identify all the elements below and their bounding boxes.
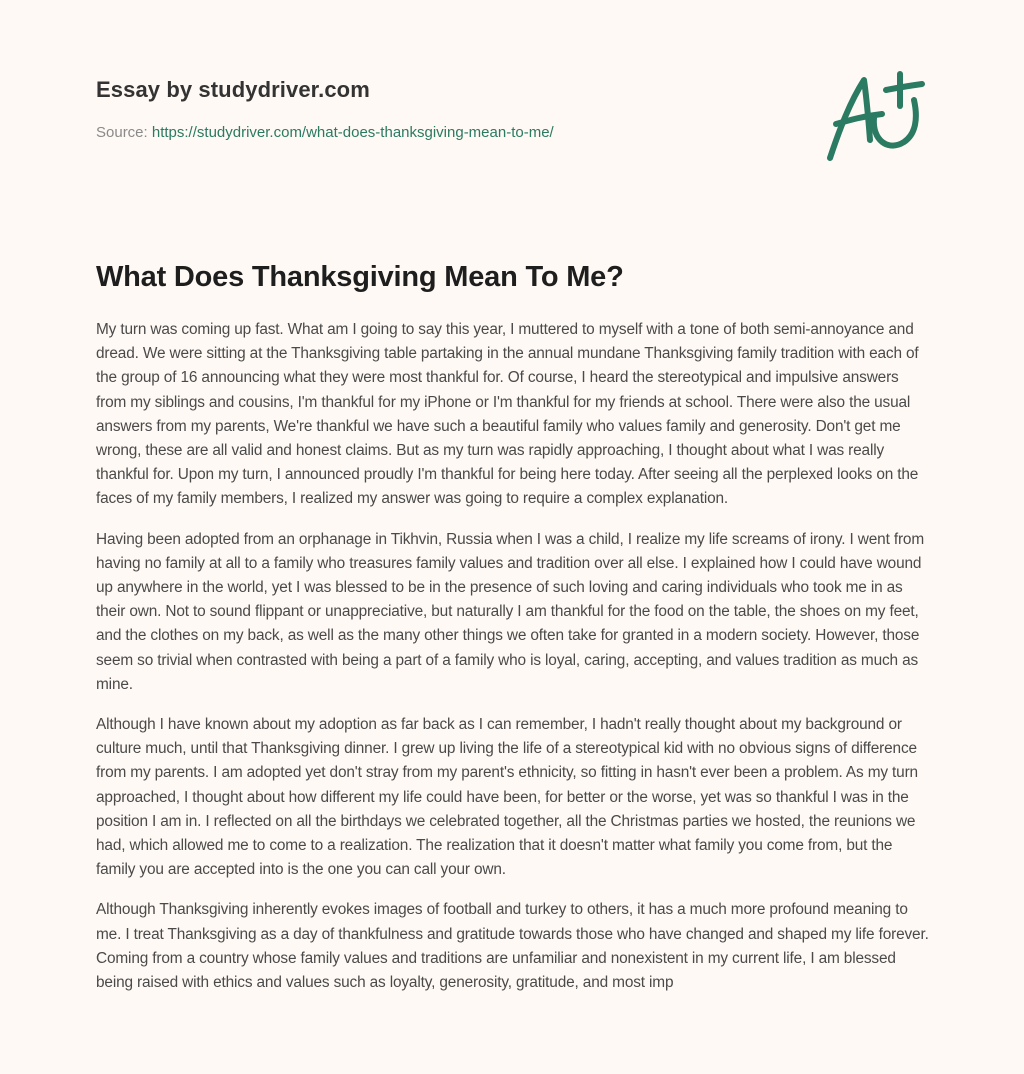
- essay-paragraph: Although I have known about my adoption as far back as I can remember, I hadn't really thought about my background or culture much, until that Thanksgiving dinner. I grew up living the life of a stereotypical kid with no obvious signs of difference from my parents. I am adopted yet don't stray from my parent's ethnicity, so fitting in hasn't ever been a problem. As my turn approached, I thought about how different my life could have been, for better or the worse, yet was so thankful I was in the position I am in. I reflected on all the birthdays we celebrated together, all the Christmas parties we hosted, the reunions we had, which allowed me to come to a realization. The realization that it doesn't matter what family you come from, but the family you are accepted into is the one you can call your own.: [96, 716, 918, 879]
- source-line: [96, 123, 796, 143]
- site-title: Essay by studydriver.com: [96, 77, 370, 102]
- source-label: Source:: [96, 124, 148, 141]
- essay-paragraph: My turn was coming up fast. What am I going to say this year, I muttered to myself with a tone of both semi-annoyance and dread. We were sitting at the Thanksgiving table partaking in the annual mundane Thanksgiving family tradition with each of the group of 16 announcing what they were most thankful for. Of course, I heard the stereotypical and impulsive answers from my siblings and cousins, I'm thankful for my iPhone or I'm thankful for my friends at school. There were also the usual answers from my parents, We're thankful we have such a beautiful family who values family and generosity. Don't get me wrong, these are all valid and honest claims. But as my turn was rapidly approaching, I thought about what I was really thankful for. Upon my turn, I announced proudly I'm thankful for being here today. After seeing all the perplexed looks on the faces of my family members, I realized my answer was going to require a complex explanation.: [96, 321, 919, 508]
- essay-content: [96, 258, 932, 1011]
- page-header: [96, 76, 796, 143]
- essay-title: What Does Thanksgiving Mean To Me?: [96, 261, 624, 293]
- essay-body: [96, 318, 932, 995]
- essay-paragraph: Although Thanksgiving inherently evokes images of football and turkey to others, it has a much more profound meaning to me. I treat Thanksgiving as a day of thankfulness and gratitude towards those who have changed and shaped my life forever. Coming from a country whose family values and traditions are unfamiliar and nonexistent in my current life, I am blessed being raised with ethics and values such as loyalty, generosity, gratitude, and most imp: [96, 901, 929, 992]
- source-link[interactable]: https://studydriver.com/what-does-thanksgiving-mean-to-me/: [151, 124, 554, 141]
- essay-paragraph: Having been adopted from an orphanage in Tikhvin, Russia when I was a child, I realize my life screams of irony. I went from having no family at all to a family who treasures family values and tradition over all else. I explained how I could have wound up anywhere in the world, yet I was blessed to be in the presence of such loving and caring individuals who took me in as their own. Not to sound flippant or unappreciative, but naturally I am thankful for the food on the table, the shoes on my feet, and the clothes on my back, as well as the many other things we often take for granted in a modern society. However, those seem so trivial when contrasted with being a part of a family who is loyal, caring, accepting, and values tradition as much as mine.: [96, 530, 925, 693]
- a-plus-grade-icon: [818, 66, 930, 166]
